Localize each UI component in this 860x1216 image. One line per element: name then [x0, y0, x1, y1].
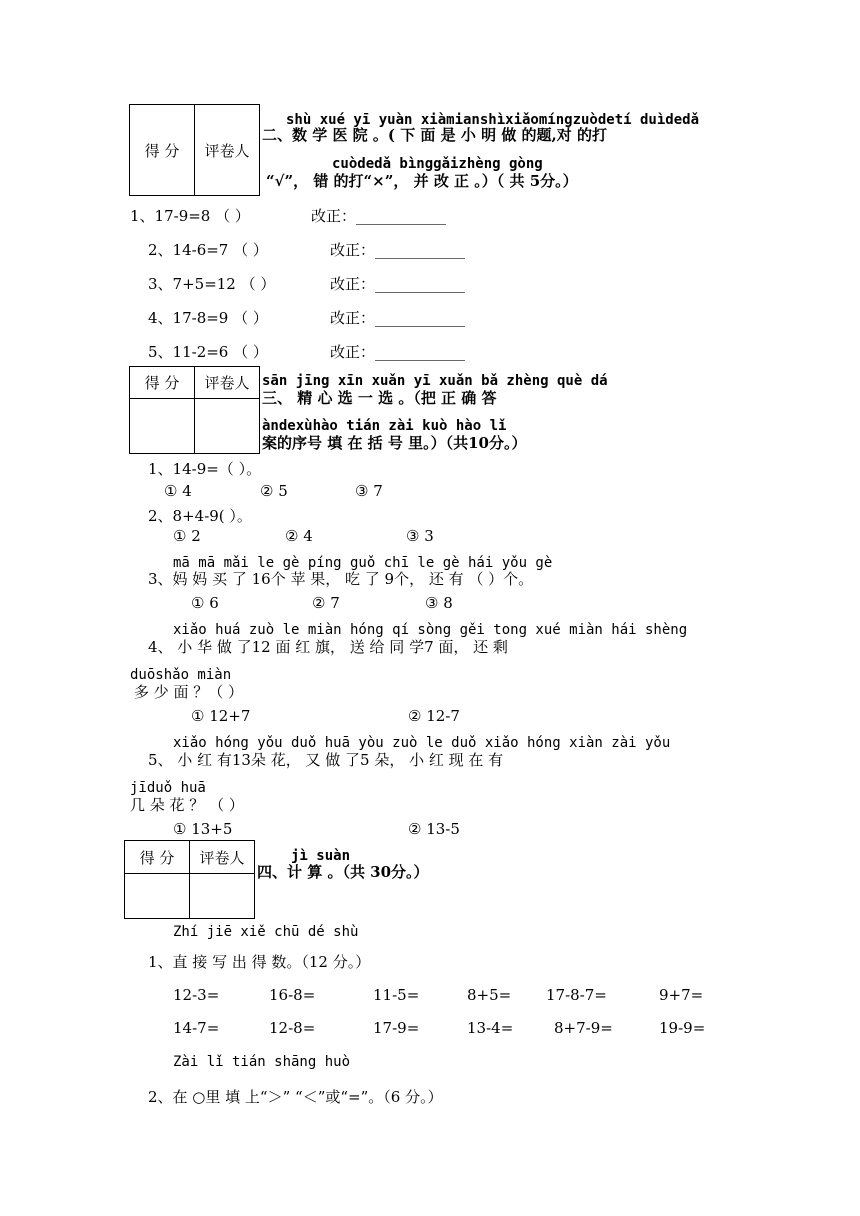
option-4-1[interactable]: ① 12+7	[191, 707, 251, 725]
mc-question-4-pinyin-2: duōshǎo miàn	[130, 667, 232, 683]
section-2-title-line-2: “√”， 错 的打“×”， 并 改 正 。）（ 共 5分。）	[266, 172, 578, 190]
sub-2-title: 2、在 ○里 填 上“＞” “＜”或“=”。（6 分。）	[148, 1088, 443, 1106]
option-3-3[interactable]: ③ 8	[425, 594, 453, 612]
score-box-section-2	[129, 104, 260, 196]
mc-question-5-pinyin-2: jīduǒ huā	[130, 780, 206, 796]
option-2-1[interactable]: ① 2	[173, 527, 201, 545]
sub-2-pinyin: Zài lǐ tián shāng huò	[173, 1054, 351, 1070]
mc-question-3-pinyin: mā mā mǎi le gè píng guǒ chī le gè hái yǒu gè	[173, 555, 553, 571]
calc-item: 13-4=	[467, 1019, 514, 1037]
option-2-2[interactable]: ② 4	[285, 527, 313, 545]
question-4: 4、17-8=9 （ ）	[148, 309, 268, 327]
mc-question-5-pinyin: xiǎo hóng yǒu duǒ huā yòu zuò le duǒ xiǎo hóng xiàn zài yǒu	[173, 735, 671, 751]
question-2: 2、14-6=7 （ ）	[148, 241, 268, 259]
calc-item: 16-8=	[269, 986, 316, 1004]
mc-question-4: 4、 小 华 做 了12 面 红 旗， 送 给 同 学7 面， 还 剩	[148, 638, 508, 656]
option-2-3[interactable]: ③ 3	[406, 527, 434, 545]
mc-question-5: 5、 小 红 有13朵 花， 又 做 了5 朵， 小 红 现 在 有	[148, 751, 504, 769]
calc-item: 11-5=	[373, 986, 420, 1004]
correction-field-4[interactable]: 改正：____________	[330, 309, 466, 327]
grader-label: 评卷人	[195, 105, 260, 196]
grader-label: 评卷人	[195, 367, 260, 399]
question-1: 1、17-9=8 （ ）	[130, 207, 250, 225]
correction-field-1[interactable]: 改正：____________	[311, 207, 447, 225]
calc-item: 19-9=	[659, 1019, 706, 1037]
question-3: 3、7+5=12 （ ）	[148, 275, 276, 293]
calc-item: 12-8=	[269, 1019, 316, 1037]
mc-question-5-cont: 几 朵 花 ？ （ ）	[130, 796, 244, 814]
option-5-1[interactable]: ① 13+5	[173, 820, 233, 838]
option-1-1[interactable]: ① 4	[164, 482, 192, 500]
mc-question-4-cont: 多 少 面 ？（ ）	[134, 683, 244, 701]
option-4-2[interactable]: ② 12-7	[408, 707, 460, 725]
score-label: 得 分	[130, 105, 195, 196]
option-1-3[interactable]: ③ 7	[355, 482, 383, 500]
mc-question-1: 1、14-9=（ ）。	[148, 460, 262, 478]
calc-item: 8+7-9=	[554, 1019, 613, 1037]
correction-field-2[interactable]: 改正：____________	[330, 241, 466, 259]
grader-label: 评卷人	[190, 841, 255, 874]
calc-item: 12-3=	[173, 986, 220, 1004]
score-box-section-3	[129, 366, 260, 454]
score-label: 得 分	[125, 841, 190, 874]
calc-item: 9+7=	[659, 986, 704, 1004]
section-4-pinyin: jì suàn	[291, 848, 351, 864]
question-5: 5、11-2=6 （ ）	[148, 343, 268, 361]
section-3-pinyin-line-2: àndexùhào tián zài kuò hào lǐ	[262, 418, 507, 434]
mc-question-3: 3、妈 妈 买 了 16个 苹 果， 吃 了 9个， 还 有 （ ）个。	[148, 570, 534, 588]
grader-cell[interactable]	[190, 874, 255, 919]
sub-1-pinyin: Zhí jiē xiě chū dé shù	[173, 924, 359, 940]
option-5-2[interactable]: ② 13-5	[408, 820, 460, 838]
section-3-title-line-1: 三、 精 心 选 一 选 。（把 正 确 答	[262, 389, 497, 407]
section-3-pinyin-line-1: sān jīng xīn xuǎn yī xuǎn bǎ zhèng què dá	[262, 373, 608, 389]
score-box-section-4	[124, 840, 255, 919]
section-2-title-line-1: 二、数 学 医 院 。( 下 面 是 小 明 做 的题,对 的打	[262, 126, 607, 144]
option-3-2[interactable]: ② 7	[312, 594, 340, 612]
section-3-title-line-2: 案的序号 填 在 括 号 里。）（共10分。）	[262, 434, 527, 452]
calc-item: 8+5=	[467, 986, 512, 1004]
calc-item: 17-9=	[373, 1019, 420, 1037]
score-label: 得 分	[130, 367, 195, 399]
score-cell[interactable]	[130, 399, 195, 454]
option-1-2[interactable]: ② 5	[260, 482, 288, 500]
correction-field-5[interactable]: 改正：____________	[330, 343, 466, 361]
section-2-pinyin-line-2: cuòdedǎ bìnggǎizhèng gòng	[332, 156, 543, 172]
calc-item: 17-8-7=	[546, 986, 607, 1004]
option-3-1[interactable]: ① 6	[191, 594, 219, 612]
grader-cell[interactable]	[195, 399, 260, 454]
correction-field-3[interactable]: 改正：____________	[330, 275, 466, 293]
sub-1-title: 1、直 接 写 出 得 数。（12 分。）	[148, 953, 371, 971]
section-2-pinyin-line-1: shù xué yī yuàn xiàmianshìxiǎomíngzuòdetí duìdedǎ	[286, 112, 700, 128]
calc-item: 14-7=	[173, 1019, 220, 1037]
section-4-title: 四、计 算 。（共 30分。）	[257, 863, 429, 881]
mc-question-4-pinyin: xiǎo huá zuò le miàn hóng qí sòng gěi tong xué miàn hái shèng	[173, 622, 688, 638]
score-cell[interactable]	[125, 874, 190, 919]
mc-question-2: 2、8+4-9( ）。	[148, 507, 252, 525]
